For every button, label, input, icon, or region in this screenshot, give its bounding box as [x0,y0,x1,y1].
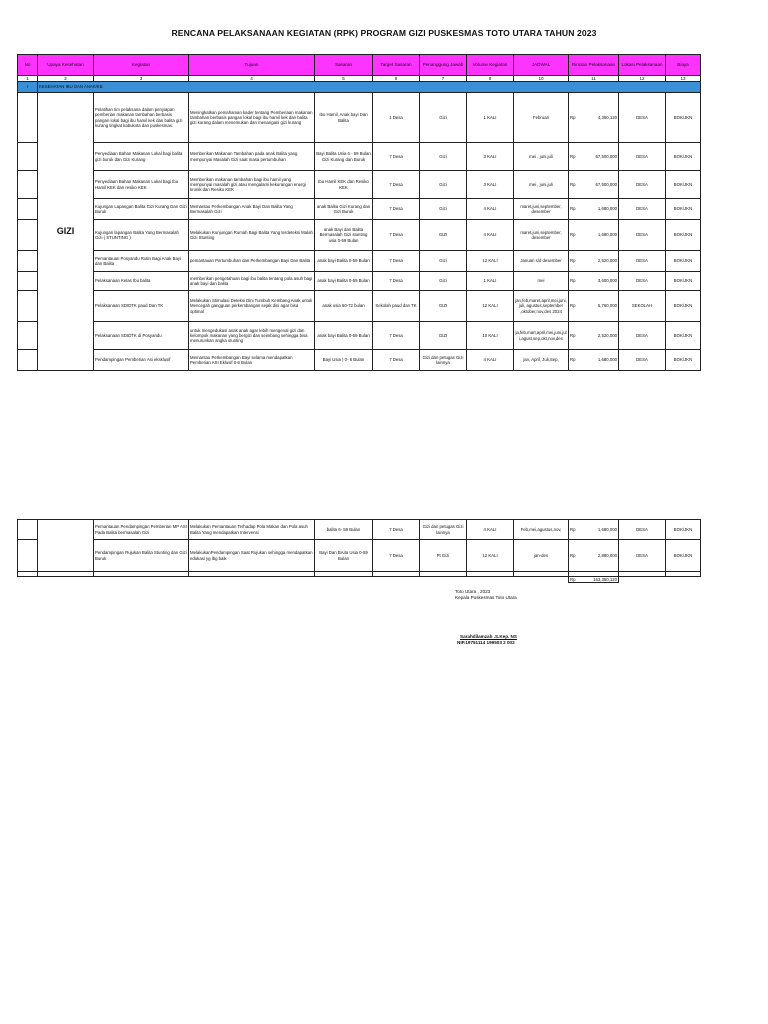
cell-rincian [569,272,619,291]
rincian-value: 5,760,000 [597,303,617,309]
cell-rincian [569,540,619,572]
cell-lokasi: DESA [619,350,666,371]
header-sasaran: Sasaran [315,55,373,76]
header-tujuan: Tujuan [189,55,315,76]
row-no [18,350,38,371]
cell-tujuan: memberikan pengetahuan bagi ibu balita tentang pola asuh bagi anak bayi dan balita [189,272,315,291]
cell-biaya: BOK/JKN [666,220,701,251]
cell-tujuan: Melakukan Pemantauan Terhadap Pola Makan dan Pola asuh Balita Yang mendapatkan Intervensi [189,520,315,540]
cell-kegiatan: Penyediaan Bahan Makanan Lokal bagi balita gizi buruk dan Gizi Kurang [94,143,189,171]
cell-biaya: BOK/JKN [666,93,701,143]
cell-kegiatan: Pendampingan Pemberian Asi eksklusif [94,350,189,371]
total-value: 163,350,120 [593,577,617,582]
cell-lokasi: DESA [619,540,666,572]
cell-sasaran: Bayi Balita Usia 6 - 59 Bulan Gizi Kurang dan Buruk [315,143,373,171]
cell-target: 7 Desa [373,171,420,199]
total-spacer [18,577,38,583]
rincian-value: 1,680,000 [597,232,617,238]
col-num: 6 [373,76,420,82]
cell-lokasi: DESA [619,93,666,143]
cell-volume: 4 KALI [467,199,514,220]
cell-biaya: BOK/JKN [666,199,701,220]
rincian-value: 4,350,120 [597,114,617,120]
cell-pj: GIZI [420,220,467,251]
rincian-value: 67,500,000 [595,153,617,159]
cell-jadwal: maret,juni,september, desember [514,199,569,220]
cell-sasaran: Ibu Hamil KEK dan Resiko KEK [315,171,373,199]
cell-lokasi: DESA [619,199,666,220]
cell-volume: 1 KALI [467,272,514,291]
cell-kegiatan: Penyediaan Bahan Makanan Lokal bagi Ibu Hamil KEK dan resiko KEK [94,171,189,199]
cell-kegiatan: Pemantauan Pendampingan Pemberian MP ASI Pada Balita bermasalah Gizi [94,520,189,540]
cell-tujuan: pemantauan Pertumbuhan dan Perkembangan Bayi Dan Balita [189,251,315,272]
cell-kegiatan: Kujungan lapangan Balita Yang Bermasalah Gizi ( STUNTING ) [94,220,189,251]
header-kegiatan: Kegiatan [94,55,189,76]
currency-label: Rp [570,153,576,159]
col-num: 5 [315,76,373,82]
cell-rincian [569,350,619,371]
cell-rincian [569,199,619,220]
total-spacer [420,577,467,583]
total-cell [569,577,619,583]
cell-volume: 3 KALI [467,143,514,171]
section-row [18,82,701,93]
cell-jadwal: Februari [514,93,569,143]
cell-target: 7 Desa [373,350,420,371]
cell-kegiatan: Pelatihan tim pelaksana dalam penyiapan pemberian makanan tambahan berbasis pangan lokal bagi ibu hamil kek dan balita gizi kurang tingkat kabukota dan puskesmas. [94,93,189,143]
cell-pj: Gizi [420,143,467,171]
header-lokasi: Lokasi Pelaksanaan [619,55,666,76]
cell-target: 7 Desa [373,251,420,272]
currency-label: Rp [570,303,576,309]
cell-target: 7 Desa [373,322,420,350]
row-no [18,93,38,143]
cell-jadwal: Feb,mei,agustus,nov, [514,520,569,540]
row-no [18,251,38,272]
cell-rincian [569,520,619,540]
cell-volume: 12 KALI [467,291,514,322]
cell-pj: Gizi dan petugas Gizi lainnya [420,520,467,540]
total-spacer [38,577,94,583]
cell-lokasi: DESA [619,171,666,199]
currency-label: Rp [570,278,576,284]
cell-sasaran: balita 6- 59 Bulan [315,520,373,540]
header-rincian: Rincian Pelaksanaan [569,55,619,76]
currency-label: Rp [570,332,576,338]
section-no: I [18,82,38,93]
row-no [18,143,38,171]
cell-kegiatan: Pelaksanaan Kelas Ibu balita [94,272,189,291]
rincian-value: 2,880,000 [597,552,617,558]
row-no [18,520,38,540]
cell-volume: 3 KALI [467,171,514,199]
cell-lokasi: DESA [619,322,666,350]
cell-rincian [569,93,619,143]
rincian-value: 2,520,000 [597,258,617,264]
header-jadwal: JADWAL [514,55,569,76]
cell-lokasi: DESA [619,272,666,291]
cell-pj: Gizi dan petugas Gizi lainnya [420,350,467,371]
header-target: Target Sasaran [373,55,420,76]
cell-target: 7 Desa [373,520,420,540]
currency-label: Rp [570,577,576,582]
total-spacer [666,577,701,583]
cell-rincian [569,143,619,171]
cell-tujuan: MelakukanPendampingan Saat Rujukan sehingga mendapatkan edukasi yg lbg baik [189,540,315,572]
table-row [18,93,701,143]
upaya-kesehatan [38,520,94,572]
cell-tujuan: Memberikan makanan tambahan bagi ibu hamil yang mempunyai masalah gizi atau mengalami kekurangan energi kronik dan Resiko KEK [189,171,315,199]
cell-kegiatan: Kujungan Lapangan Balita Gizi Kurang Dan Gizi Buruk [94,199,189,220]
cell-jadwal: maret,juni,september, desember [514,220,569,251]
cell-kegiatan: Pemantauan Posyandu Rutin Bagi Anak Bayi dan Balita [94,251,189,272]
rincian-value: 3,600,000 [597,278,617,284]
cell-biaya: BOK/JKN [666,520,701,540]
cell-pj: GIZI [420,291,467,322]
cell-sasaran: anak bayi Balita 0-59 Bulan [315,322,373,350]
cell-pj: Gizi [420,251,467,272]
cell-jadwal: mei , juni.juli [514,171,569,199]
cell-target: 7 Desa [373,540,420,572]
cell-pj: Gizi [420,171,467,199]
cell-tujuan: Melakukan Kunjungan Rumah Bagi Balita Yang terdeteksi Malah Gizi Stunting [189,220,315,251]
currency-label: Rp [570,114,576,120]
cell-target: 7 Desa [373,220,420,251]
table-row [18,272,701,291]
table-row [18,540,701,572]
cell-pj: GIZI [420,322,467,350]
rincian-value: 1,680,000 [597,526,617,532]
cell-tujuan: Meningkatkan pemahaman kader tentang Pemberiaan makanan tambahan berbasis pangan lokal bagi ibu hamil kek dan balita gizi kurang dalam menemukan dan menangani gizi kurang [189,93,315,143]
cell-jadwal: mei , juni.juli [514,143,569,171]
total-spacer [619,577,666,583]
cell-rincian [569,171,619,199]
cell-sasaran: anak Balita Gizi Kurang dan Gizi Buruk [315,199,373,220]
header-upaya: Upaya Kesehatan [38,55,94,76]
col-num: 12 [619,76,666,82]
cell-pj: Gizi [420,199,467,220]
col-num: 3 [94,76,189,82]
total-spacer [373,577,420,583]
table-row [18,520,701,540]
rincian-value: 1,680,000 [597,357,617,363]
row-no [18,272,38,291]
cell-rincian [569,322,619,350]
col-num: 7 [420,76,467,82]
cell-jadwal: Januari s/d desember [514,251,569,272]
cell-pj: Gizi [420,93,467,143]
row-no [18,540,38,572]
total-spacer [94,577,189,583]
rincian-value: 67,500,000 [595,181,617,187]
cell-tujuan: Memantau Perkembangan Bayi selama mendapatkan Pemberian ASI Eklusif 0-6 Bulan [189,350,315,371]
cell-pj: Gizi [420,272,467,291]
cell-biaya: BOK/JKN [666,350,701,371]
cell-tujuan: Memberikan Makanan Tambahan pada anak Balita yang mempunyai Masalah Gizi saat masa pertumbuhan [189,143,315,171]
rincian-value: 2,520,000 [597,332,617,338]
col-num: 2 [38,76,94,82]
cell-tujuan: Memantau Perkembangan Anak Bayi Dan Balita Yang Bermasalah Gizi [189,199,315,220]
cell-lokasi: DESA [619,143,666,171]
cell-biaya: BOK/JKN [666,171,701,199]
currency-label: Rp [570,357,576,363]
signature-nip: NIP.19751114 199503 2 002 [457,640,515,645]
cell-sasaran: Bayi Dan BAita Usia 0-59 Bulan [315,540,373,572]
signature-place-date: Toto Utara , 2023 [455,589,491,594]
signature-position: Kepala Puskesmas Toto Utara [455,595,517,600]
cell-jadwal: jan, April, Juli,Sep, [514,350,569,371]
table-row [18,350,701,371]
cell-jadwal: jan-des [514,540,569,572]
section-label: KESEHATAN IBU DAN ANAK/KB [38,82,701,93]
col-num: 10 [514,76,569,82]
cell-volume: 4 KALI [467,220,514,251]
table-row [18,291,701,322]
currency-label: Rp [570,181,576,187]
cell-volume: 12 KALI [467,251,514,272]
table-row [18,171,701,199]
cell-biaya: BOK/JKN [666,143,701,171]
table-row [18,199,701,220]
col-num: 13 [666,76,701,82]
document-title: RENCANA PELAKSANAAN KEGIATAN (RPK) PROGRAM GIZI PUSKESMAS TOTO UTARA TAHUN 2023 [171,28,597,38]
cell-kegiatan: Pendampingan Rujukan Balita Stunting dan Gizi Buruk [94,540,189,572]
table-row [18,143,701,171]
header-row [18,55,701,76]
row-no [18,291,38,322]
cell-volume: 4 KALI [467,350,514,371]
currency-label: Rp [570,526,576,532]
cell-target: 1 Desa [373,93,420,143]
total-row [18,577,701,583]
cell-tujuan: Melakukan Stimulasi Deteksi Dini Tumbuh Kembang Anak untuk Mencegah gangguan perkembangan sejak dini agar bisa optimal [189,291,315,322]
cell-rincian [569,251,619,272]
cell-target: Sekolah paud dan TK [373,291,420,322]
cell-volume: 1 KALI [467,93,514,143]
cell-jadwal: ja,feb,mart,april,mei,juni,juli,agust,sep,okt,nov,des [514,322,569,350]
cell-tujuan: untuk mengedukasi anak anak agar lebih mengenal gizi dan kelompok makanan yang bergizi dan seimbang sehingga bisa menurunkan angka stunting [189,322,315,350]
cell-sasaran: Ibu Hamil, Anak bayi Dan Balita [315,93,373,143]
cell-volume: 4 KALI [467,520,514,540]
row-no [18,199,38,220]
cell-target: 7 Desa [373,199,420,220]
cell-rincian [569,291,619,322]
cell-biaya: BOK/JKN [666,291,701,322]
cell-sasaran: anak usia 60-72 bulan [315,291,373,322]
cell-sasaran: anak bayi Balita 0-59 Bulan [315,251,373,272]
header-no: No [18,55,38,76]
table-row [18,220,701,251]
cell-target: 7 Desa [373,272,420,291]
currency-label: Rp [570,232,576,238]
cell-rincian [569,220,619,251]
cell-volume: 12 KALI [467,540,514,572]
cell-biaya: BOK/JKN [666,540,701,572]
cell-volume: 10 KALI [467,322,514,350]
row-no [18,171,38,199]
cell-kegiatan: Pelaksanaan SDIDTK di Posyandu [94,322,189,350]
total-spacer [514,577,569,583]
cell-biaya: BOK/JKN [666,272,701,291]
cell-lokasi: SEKOLAH [619,291,666,322]
header-volume: Volume Kegiatan [467,55,514,76]
cell-lokasi: DESA [619,220,666,251]
total-spacer [189,577,315,583]
currency-label: Rp [570,258,576,264]
table-row [18,322,701,350]
col-num: 1 [18,76,38,82]
row-no [18,220,38,251]
rpk-table [17,54,701,371]
signature-block [455,589,517,601]
table-row [18,251,701,272]
cell-biaya: BOK/JKN [666,251,701,272]
header-biaya: Biaya [666,55,701,76]
signature-name-block [457,634,517,646]
row-no [18,322,38,350]
total-spacer [315,577,373,583]
col-num: 8 [467,76,514,82]
cell-lokasi: DESA [619,520,666,540]
cell-sasaran: anak Bayi dan Balita Bermasalah Gizi stunting usia 0-59 Bulan [315,220,373,251]
upaya-kesehatan: GIZI [38,93,94,371]
cell-jadwal: mei [514,272,569,291]
col-num: 11 [569,76,619,82]
currency-label: Rp [570,552,576,558]
signature-name: Sarahdilamzah .S.Kep. NS [460,634,517,639]
cell-jadwal: jan,feb,maret,april,mei,juni,juli, agustus,september ,oktober,nov,des 2024 [514,291,569,322]
cell-sasaran: Bayi Usia ) 0- 6 Bulan [315,350,373,371]
rpk-table-continued [17,519,701,583]
col-num: 4 [189,76,315,82]
cell-lokasi: DESA [619,251,666,272]
cell-target: 7 Desa [373,143,420,171]
cell-biaya: BOK/JKN [666,322,701,350]
currency-label: Rp [570,206,576,212]
total-spacer [467,577,514,583]
cell-kegiatan: Pelaksanaan SDIDTK paud Dan TK [94,291,189,322]
header-pj: Penanggung Jawab [420,55,467,76]
cell-sasaran: anak bayi Balita 0-59 Bulan [315,272,373,291]
cell-pj: Pt Gizi [420,540,467,572]
rincian-value: 1,680,000 [597,206,617,212]
